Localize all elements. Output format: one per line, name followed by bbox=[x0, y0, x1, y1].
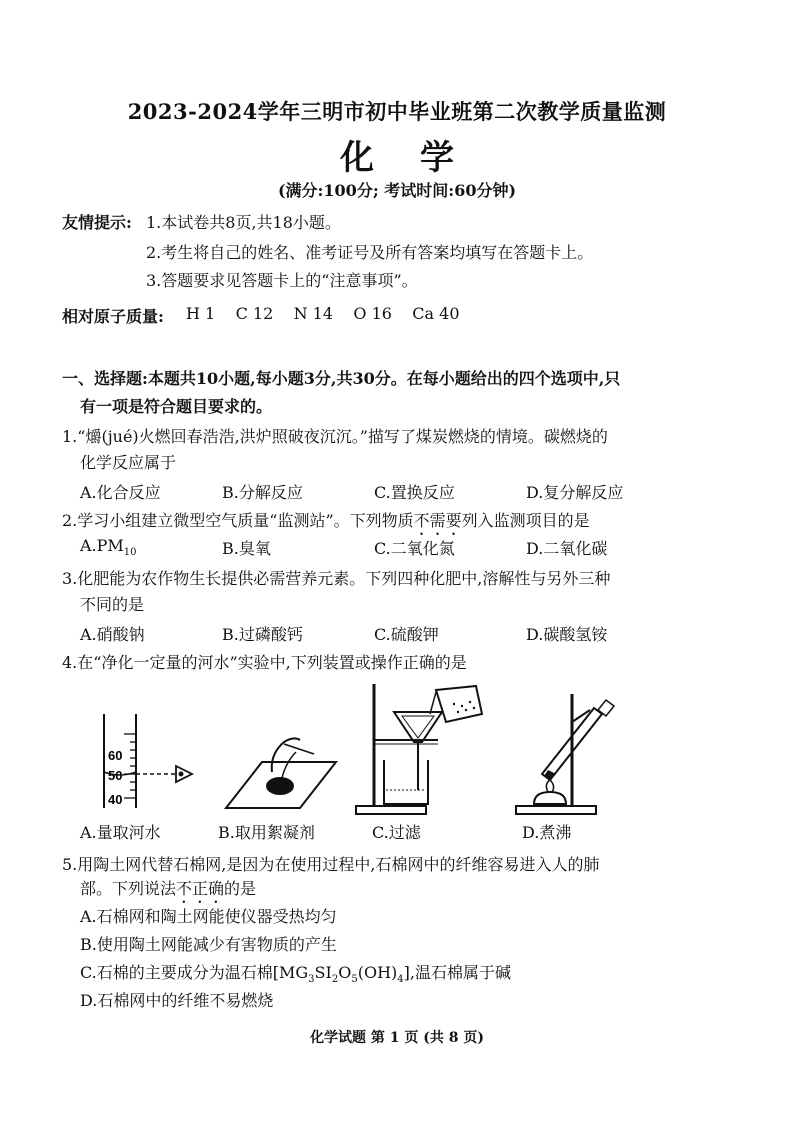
question-3-option-b: B.过磷酸钙 bbox=[222, 625, 303, 644]
page-footer: 化学试题 第 1 页 (共 8 页) bbox=[310, 1030, 484, 1046]
boiling-figure bbox=[510, 688, 620, 818]
question-1-option-b: B.分解反应 bbox=[222, 483, 303, 502]
question-2-stem-pre: 2.学习小组建立微型空气质量“监测站”。下列物质 bbox=[62, 511, 414, 530]
cylinder-tick-50: 50 bbox=[108, 768, 123, 783]
question-2-option-a-main: A.PM bbox=[80, 536, 124, 555]
question-3-stem-line2: 不同的是 bbox=[80, 595, 145, 614]
exam-title: 2023-2024学年三明市初中毕业班第二次教学质量监测 bbox=[127, 99, 667, 124]
option-c-text-1: C.石棉的主要成分为温石棉[MG bbox=[80, 963, 309, 982]
flocculant-figure bbox=[222, 732, 342, 814]
question-2-option-a-subscript: 10 bbox=[123, 547, 137, 559]
option-c-text-4: (OH) bbox=[357, 963, 398, 982]
section-heading-line1: 一、选择题:本题共10小题,每小题3分,共30分。在每小题给出的四个选项中,只 bbox=[62, 369, 621, 388]
question-2-stem-emphasis: 不需要 bbox=[413, 511, 462, 530]
tips-label: 友情提示: bbox=[62, 213, 132, 232]
exam-meta: (满分:100分; 考试时间:60分钟) bbox=[277, 181, 517, 200]
question-5-stem-emphasis: 不正确 bbox=[176, 879, 225, 898]
question-3-stem-line1: 3.化肥能为农作物生长提供必需营养元素。下列四种化肥中,溶解性与另外三种 bbox=[62, 569, 611, 588]
question-5-option-b: B.使用陶土网能减少有害物质的产生 bbox=[80, 935, 337, 954]
question-2-option-b: B.臭氧 bbox=[222, 539, 271, 558]
question-5-option-c bbox=[80, 960, 511, 985]
section-heading-line2: 有一项是符合题目要求的。 bbox=[80, 397, 273, 416]
question-5-stem-pre: 部。下列说法 bbox=[80, 879, 177, 898]
question-1-stem-line1: 1.“爝(jué)火燃回春浩浩,洪炉照破夜沉沉。”描写了煤炭燃烧的情境。碳燃烧的 bbox=[62, 427, 608, 446]
option-c-sub-3: 5 bbox=[351, 974, 358, 986]
question-4-stem: 4.在“净化一定量的河水”实验中,下列装置或操作正确的是 bbox=[62, 653, 467, 672]
question-2-stem-post: 列入监测项目的是 bbox=[461, 511, 590, 530]
question-3-option-a: A.硝酸钠 bbox=[80, 625, 145, 644]
question-2-option-c: C.二氧化氮 bbox=[374, 539, 455, 558]
tip-item-1: 1.本试卷共8页,共18小题。 bbox=[146, 213, 341, 232]
option-c-sub-2: 2 bbox=[331, 974, 339, 986]
question-5-stem-line1: 5.用陶土网代替石棉网,是因为在使用过程中,石棉网中的纤维容易进入人的肺 bbox=[62, 855, 600, 874]
question-2-stem bbox=[62, 508, 590, 539]
question-1-option-a: A.化合反应 bbox=[80, 483, 161, 502]
option-c-text-2: SI bbox=[314, 963, 332, 982]
option-c-text-3: O bbox=[338, 963, 352, 982]
question-5-option-a: A.石棉网和陶土网能使仪器受热均匀 bbox=[80, 907, 337, 926]
cylinder-tick-40: 40 bbox=[108, 792, 123, 807]
question-5-stem-line2 bbox=[80, 876, 256, 907]
question-4-option-b: B.取用絮凝剂 bbox=[218, 823, 315, 842]
option-c-text-5: ],温石棉属于碱 bbox=[403, 963, 511, 982]
question-1-option-d: D.复分解反应 bbox=[526, 483, 624, 502]
question-5-stem-post: 的是 bbox=[224, 879, 257, 898]
question-4-option-d: D.煮沸 bbox=[522, 823, 572, 842]
question-4-option-c: C.过滤 bbox=[372, 823, 421, 842]
question-5-option-d: D.石棉网中的纤维不易燃烧 bbox=[80, 991, 274, 1010]
question-1-option-c: C.置换反应 bbox=[374, 483, 455, 502]
tip-item-2: 2.考生将自己的姓名、准考证号及所有答案均填写在答题卡上。 bbox=[146, 243, 594, 262]
question-1-stem-line2: 化学反应属于 bbox=[80, 453, 177, 472]
cylinder-tick-60: 60 bbox=[108, 748, 123, 763]
option-c-sub-1: 3 bbox=[308, 974, 315, 986]
subject-title: 化学 bbox=[340, 138, 500, 178]
tip-item-3: 3.答题要求见答题卡上的“注意事项”。 bbox=[146, 271, 418, 290]
question-3-option-c: C.硫酸钾 bbox=[374, 625, 439, 644]
question-4-option-a: A.量取河水 bbox=[80, 823, 161, 842]
option-c-sub-4: 4 bbox=[397, 974, 404, 986]
atomic-mass-label: 相对原子质量: bbox=[62, 307, 164, 326]
filtration-figure bbox=[350, 678, 490, 818]
atomic-mass-values: H 1 C 12 N 14 O 16 Ca 40 bbox=[186, 304, 460, 323]
measuring-cylinder-figure bbox=[96, 712, 206, 812]
question-3-option-d: D.碳酸氢铵 bbox=[526, 625, 608, 644]
question-2-option-a bbox=[80, 536, 137, 558]
question-2-option-d: D.二氧化碳 bbox=[526, 539, 608, 558]
